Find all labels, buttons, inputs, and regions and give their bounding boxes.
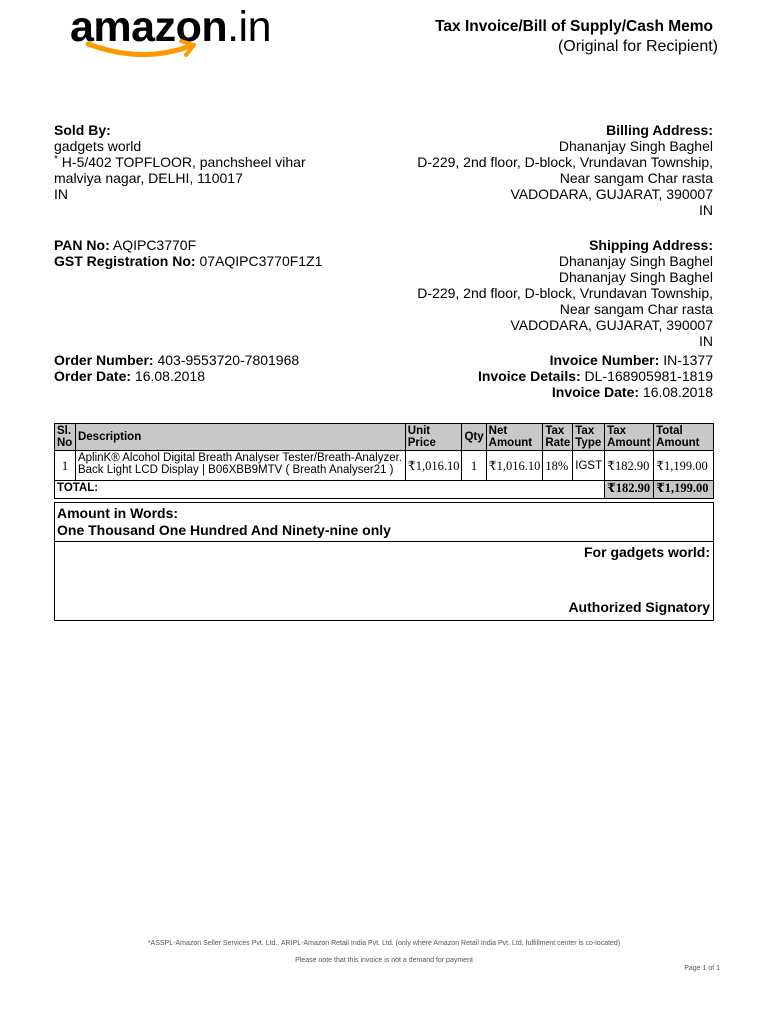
order-date-value: 16.08.2018 [134, 368, 205, 384]
col-header-qty: Qty [462, 424, 486, 451]
col-header-unit-price: Unit Price [405, 424, 462, 451]
billing-line: Dhananjay Singh Baghel [558, 138, 713, 154]
cell-unit-price: ₹1,016.10 [405, 451, 462, 481]
order-block [54, 352, 299, 384]
invoice-title: Tax Invoice/Bill of Supply/Cash Memo [435, 18, 713, 35]
divider [55, 541, 713, 542]
col-header-description: Description [75, 424, 405, 451]
invoice-date-value: 16.08.2018 [642, 384, 713, 400]
asterisk: * [54, 154, 58, 165]
sold-by-label: Sold By: [54, 122, 111, 138]
invoice-number-value: IN-1377 [663, 352, 713, 368]
cell-net-amount: ₹1,016.10 [486, 451, 543, 481]
seller-address-text: H-5/402 TOPFLOOR, panchsheel vihar [61, 154, 306, 170]
seller-block [54, 122, 306, 202]
billing-line: D-229, 2nd floor, D-block, Vrundavan Township, [417, 154, 713, 170]
shipping-line: VADODARA, GUJARAT, 390007 [510, 317, 713, 333]
page-number: Page 1 of 1 [684, 965, 720, 972]
gst-row [54, 253, 322, 269]
order-date-row [54, 368, 299, 384]
cell-tax-rate: 18% [543, 451, 573, 481]
for-company-label: For gadgets world: [584, 544, 710, 560]
amount-words-label: Amount in Words: [57, 505, 179, 521]
order-number-label: Order Number: [54, 352, 154, 368]
cell-tax-type: IGST [573, 451, 605, 481]
items-table [54, 423, 714, 499]
table-row [55, 451, 714, 481]
seller-address-line2: malviya nagar, DELHI, 110017 [54, 170, 243, 186]
amount-words-value: One Thousand One Hundred And Ninety-nine only [57, 522, 391, 538]
shipping-line: Near sangam Char rasta [559, 301, 713, 317]
pan-label: PAN No: [54, 237, 110, 253]
invoice-number-row [478, 352, 713, 368]
tax-ids-block [54, 237, 322, 269]
order-date-label: Order Date: [54, 368, 132, 384]
amazon-smile-icon [84, 38, 204, 60]
col-header-sl: Sl. No [55, 424, 76, 451]
col-header-tax-rate: Tax Rate [543, 424, 573, 451]
table-header-row [55, 424, 714, 451]
total-label: TOTAL: [55, 481, 605, 499]
invoice-info-block [478, 352, 713, 400]
seller-country: IN [54, 186, 68, 202]
pan-row [54, 237, 322, 253]
shipping-block [417, 237, 713, 349]
gst-value: 07AQIPC3770F1Z1 [199, 253, 323, 269]
billing-label: Billing Address: [606, 122, 713, 138]
billing-line: VADODARA, GUJARAT, 390007 [510, 186, 713, 202]
pan-value: AQIPC3770F [112, 237, 197, 253]
logo-suffix: .in [227, 3, 272, 51]
shipping-label: Shipping Address: [589, 237, 713, 253]
amount-words-box [54, 502, 714, 621]
cell-tax-amount: ₹182.90 [605, 451, 654, 481]
total-grand-amount: ₹1,199.00 [654, 481, 714, 499]
billing-block [417, 122, 713, 218]
col-header-tax-amount: Tax Amount [605, 424, 654, 451]
invoice-details-label: Invoice Details: [477, 368, 581, 384]
col-header-total-amount: Total Amount [654, 424, 714, 451]
footer-note: *ASSPL-Amazon Seller Services Pvt. Ltd., ARIPL-Amazon Retail India Pvt. Ltd. (only where Amazon Retail India Pvt. Ltd. fulfillment center is co-located) [147, 940, 621, 947]
billing-line: Near sangam Char rasta [559, 170, 713, 186]
table-total-row [55, 481, 714, 499]
shipping-line: IN [699, 333, 713, 349]
invoice-details-value: DL-168905981-1819 [584, 368, 713, 384]
invoice-date-label: Invoice Date: [551, 384, 640, 400]
invoice-details-row [478, 368, 713, 384]
cell-sl: 1 [55, 451, 76, 481]
order-number-row [54, 352, 299, 368]
total-tax-amount: ₹182.90 [605, 481, 654, 499]
footer-disclaimer: Please note that this invoice is not a demand for payment [295, 957, 473, 964]
invoice-subtitle: (Original for Recipient) [557, 38, 718, 55]
seller-name: gadgets world [54, 138, 142, 154]
cell-qty: 1 [462, 451, 486, 481]
authorized-signatory-label: Authorized Signatory [568, 599, 710, 615]
billing-line: IN [699, 202, 713, 218]
shipping-line: Dhananjay Singh Baghel [558, 269, 713, 285]
invoice-date-row [478, 384, 713, 400]
seller-address-line1 [54, 154, 306, 170]
order-number-value: 403-9553720-7801968 [157, 352, 300, 368]
col-header-net-amount: Net Amount [486, 424, 543, 451]
col-header-tax-type: Tax Type [573, 424, 605, 451]
shipping-line: D-229, 2nd floor, D-block, Vrundavan Township, [417, 285, 713, 301]
shipping-line: Dhananjay Singh Baghel [558, 253, 713, 269]
invoice-number-label: Invoice Number: [549, 352, 660, 368]
gst-label: GST Registration No: [54, 253, 196, 269]
cell-total-amount: ₹1,199.00 [654, 451, 714, 481]
cell-description: AplinK® Alcohol Digital Breath Analyser Tester/Breath-Analyzer. Back Light LCD Display | B06XBB9MTV ( Breath Analyser21 ) [75, 451, 405, 481]
logo-word: amazon [70, 3, 228, 51]
